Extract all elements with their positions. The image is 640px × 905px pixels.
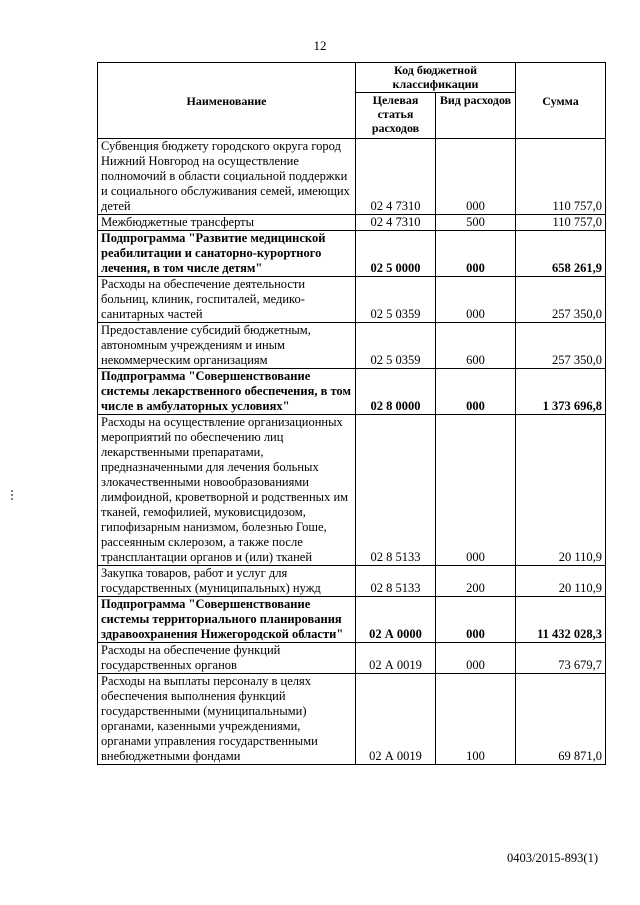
table-row (98, 323, 606, 369)
row-kind: 600 (436, 323, 516, 369)
row-kind: 000 (436, 643, 516, 674)
margin-mark (10, 488, 14, 500)
table-row (98, 139, 606, 215)
row-kind: 000 (436, 139, 516, 215)
row-name: Подпрограмма "Совершенствование системы территориального планирования здравоохранения Нижегородской области" (98, 597, 356, 643)
row-name: Закупка товаров, работ и услуг для государственных (муниципальных) нужд (98, 566, 356, 597)
row-code: 02 4 7310 (356, 139, 436, 215)
row-kind: 000 (436, 415, 516, 566)
page-number: 12 (313, 38, 327, 53)
row-kind: 500 (436, 215, 516, 231)
row-kind: 200 (436, 566, 516, 597)
row-amount: 110 757,0 (516, 215, 606, 231)
table-row (98, 231, 606, 277)
row-code: 02 5 0000 (356, 231, 436, 277)
table-row (98, 215, 606, 231)
row-code: 02 5 0359 (356, 323, 436, 369)
row-name: Расходы на осуществление организационных мероприятий по обеспечению лиц лекарственными препаратами, предназначенными для лечения больных злокачественными новообразованиями лимфоидной, кроветворной и родственных им тканей, гемофилией, муковисцидозом, гипофизарным нанизмом, болезнью Гоше, рассеянным склерозом, а также после трансплантации органов и (или) тканей (98, 415, 356, 566)
row-code: 02 8 0000 (356, 369, 436, 415)
row-kind: 000 (436, 369, 516, 415)
header-amount: Сумма (516, 63, 606, 139)
table-row (98, 597, 606, 643)
row-name: Подпрограмма "Развитие медицинской реабилитации и санаторно-курортного лечения, в том числе детям" (98, 231, 356, 277)
row-kind: 000 (436, 597, 516, 643)
row-name: Расходы на выплаты персоналу в целях обеспечения выполнения функций государственными (муниципальными) органами, казенными учреждениями, органами управления государственными внебюджетными фондами (98, 674, 356, 765)
row-code: 02 А 0000 (356, 597, 436, 643)
row-name: Межбюджетные трансферты (98, 215, 356, 231)
row-code: 02 А 0019 (356, 643, 436, 674)
row-amount: 257 350,0 (516, 277, 606, 323)
table-row (98, 277, 606, 323)
row-kind: 000 (436, 277, 516, 323)
row-amount: 20 110,9 (516, 566, 606, 597)
table-row (98, 369, 606, 415)
table-row (98, 674, 606, 765)
row-amount: 1 373 696,8 (516, 369, 606, 415)
row-code: 02 А 0019 (356, 674, 436, 765)
row-amount: 73 679,7 (516, 643, 606, 674)
table-row (98, 415, 606, 566)
row-code: 02 8 5133 (356, 566, 436, 597)
header-expense-type: Вид расходов (436, 93, 516, 139)
row-amount: 257 350,0 (516, 323, 606, 369)
row-amount: 69 871,0 (516, 674, 606, 765)
table-body (98, 139, 606, 765)
row-name: Расходы на обеспечение деятельности больниц, клиник, госпиталей, медико-санитарных частей (98, 277, 356, 323)
row-code: 02 8 5133 (356, 415, 436, 566)
row-name: Расходы на обеспечение функций государственных органов (98, 643, 356, 674)
row-kind: 100 (436, 674, 516, 765)
row-amount: 11 432 028,3 (516, 597, 606, 643)
row-kind: 000 (436, 231, 516, 277)
header-target-article: Целевая статья расходов (356, 93, 436, 139)
row-name: Субвенция бюджету городского округа город Нижний Новгород на осуществление полномочий в области социальной поддержки и социального обслуживания семей, имеющих детей (98, 139, 356, 215)
table-row (98, 643, 606, 674)
row-name: Предоставление субсидий бюджетным, автономным учреждениям и иным некоммерческим организациям (98, 323, 356, 369)
table-row (98, 566, 606, 597)
row-amount: 110 757,0 (516, 139, 606, 215)
row-amount: 658 261,9 (516, 231, 606, 277)
header-budget-code: Код бюджетной классификации (356, 63, 516, 93)
row-code: 02 5 0359 (356, 277, 436, 323)
row-code: 02 4 7310 (356, 215, 436, 231)
document-reference: 0403/2015-893(1) (507, 851, 598, 865)
row-amount: 20 110,9 (516, 415, 606, 566)
row-name: Подпрограмма "Совершенствование системы лекарственного обеспечения, в том числе в амбулаторных условиях" (98, 369, 356, 415)
header-name: Наименование (98, 63, 356, 139)
budget-table (97, 62, 606, 765)
